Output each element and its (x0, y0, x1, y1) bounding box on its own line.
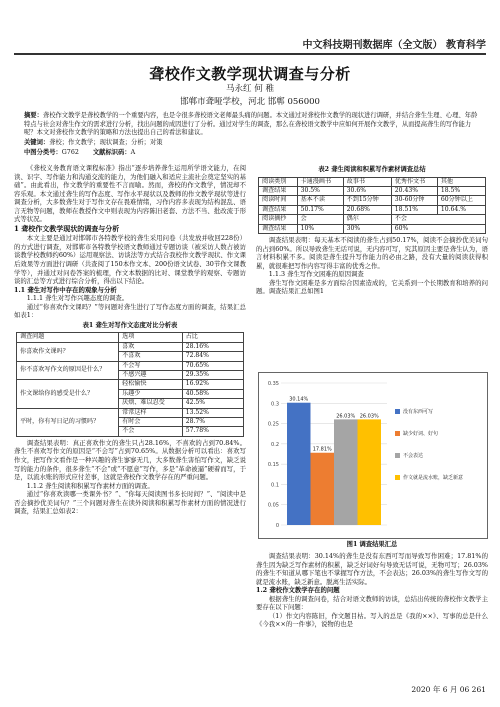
abstract-label: 摘要： (24, 112, 43, 119)
clc-label: 中图分类号： (24, 149, 62, 156)
y-tick-label: 0.05 (267, 502, 279, 509)
table-cell: 你不喜欢写作文的原因是什么？ (17, 361, 119, 380)
table-header-cell: 其他 (437, 177, 485, 186)
legend-label: 缺少好词、好句 (403, 431, 439, 437)
table-header-cell: 选项 (119, 333, 183, 342)
legend-swatch (395, 453, 400, 458)
table-cell: 72.84% (182, 352, 243, 361)
table-cell: 60分钟以上 (437, 196, 485, 205)
table-cell: 30% (343, 224, 391, 233)
figure1-chart (258, 372, 488, 539)
abstract-text: 聋校作文教学是聋校教学的一个重要内容，也是令很多聋校语文老师最头痛的问题。本文通过对聋校作文教学的现状进行调研，并结合聋生生理、心理、年龄特点与社会对聋生作文的需求进行分析，找出问题的成因进行了分析。通过对学生的调查，那么在聋校语文教学中应如何开展作文教学，从而提高聋生的写作能力呢？本文对聋校作文教学的策略和方法也提出自己的看法和建议。 (24, 112, 478, 137)
bar-data-label: 17.81% (312, 446, 332, 453)
table-cell: 调查结果 (259, 224, 298, 233)
table-cell: 不感兴趣 (119, 371, 183, 380)
table-cell: 厌烦、难以忍受 (119, 399, 183, 408)
table-row (259, 186, 486, 195)
table-cell: 喜欢 (119, 342, 183, 351)
table-cell: 乐趣少 (119, 389, 183, 398)
bar-data-label: 26.03% (359, 413, 379, 420)
keywords (24, 139, 480, 148)
table-cell: 平时，你有写日记的习惯吗？ (17, 408, 119, 436)
table-cell: 18.51% (391, 205, 437, 214)
table-cell: 作文课给你的感受是什么？ (17, 380, 119, 408)
table-cell: 不会 (119, 427, 183, 436)
table-cell: 60% (391, 224, 485, 233)
table-cell: 基本不读 (297, 196, 343, 205)
paragraph: 通过“你喜欢作文课吗？”等问题对聋生进行了写作态度方面的调查，结果汇总如表1： (14, 302, 246, 320)
legend-label: 不会表达 (403, 453, 424, 459)
y-tick-label: 0.25 (267, 421, 279, 428)
right-column-lower (256, 552, 488, 629)
bar (311, 453, 335, 525)
article-affiliation: 邯郸市聋哑学校，河北 邯郸 056000 (180, 97, 320, 107)
table-header-cell: 占比 (182, 333, 243, 342)
table-cell: 30.6% (343, 186, 391, 195)
table-cell: 42.5% (182, 399, 243, 408)
header-rule (14, 53, 486, 55)
table-cell: 13.52% (182, 408, 243, 417)
table1-caption: 表1 聋生对写作文态度对比分析表 (82, 321, 178, 329)
page-footer: 2020 年 6 月 06 261 (411, 685, 486, 694)
legend-swatch (395, 409, 400, 414)
paragraph: （1）作文内容陈旧，作文题目枯。写入的总是《我的××》、写事的总是什么《今我××的一件事》，说物的也是 (256, 611, 488, 629)
doc-label: 文献标识码： (92, 149, 131, 156)
table-cell: 28.16% (182, 342, 243, 351)
table-row (259, 224, 486, 233)
bar (287, 403, 311, 525)
right-column (256, 164, 488, 296)
table-cell: 调查结果 (259, 205, 298, 214)
table-cell: 有时会 (119, 418, 183, 427)
page-header (0, 0, 500, 54)
table-header-row (17, 333, 244, 342)
table-row (17, 408, 244, 417)
table-cell: 不会 (391, 215, 485, 224)
paragraph: 本文主要是通过对邯郸市各特教学校的聋生采用问卷（共发放并收回228份）的方式进行调查，对邯郸市各特教学校语文教师通过专题访谈（被采访人数占被访谈教学校教师约60%）运用观察法、访谈法等方式结合我校作文教学现状、作文课后效果等方面进行调研（共查阅了150本作文本、200份语文试卷、30节作文课教学等），并通过对问卷答案的梳理，作文本数据的比对、课堂教学的观察、专题访谈的汇总等方式进行综合分析，得出以下结论。 (14, 234, 246, 286)
table-cell: 28.7% (182, 418, 243, 427)
table-header-cell: 阅读类别 (259, 177, 298, 186)
subsubsection-heading: 1.1.3 聋生写作文困难的原因调查 (268, 270, 364, 279)
table-row (259, 215, 486, 224)
y-tick-label: 0 (275, 523, 279, 529)
clc-value: G762 (61, 149, 79, 156)
paragraph: 调查结果表明：真正喜欢作文的聋生只占28.16%，不喜欢的占到70.84%。聋生不喜欢写作文的原因是“不会写”占到70.65%。从数据分析可以看出：喜欢写作文，把写作文看作是一种兴趣的聋生寥寥无几，大多数聋生害怕写作文，缺乏说写的能力的条件，很多聋生“不会”或“不愿意”写作，多是“革命被逼”硬着而写，于是，以流水账的形式应付差事，这就是聋校作文教学存在的严重问题。 (14, 438, 246, 482)
bar-chart (259, 373, 487, 538)
bar (334, 419, 358, 525)
table-cell: 20.43% (391, 186, 437, 195)
paragraph: 聋生写作文困难是多方面综合因素造成的，它关系到一个长期教育和培养的问题。调查结果汇总如图1 (256, 278, 488, 296)
legend-swatch (395, 431, 400, 436)
keywords-text: 聋校；作文教学；现状调查；分析；对策 (49, 139, 163, 146)
table-header-cell: 故事书 (343, 177, 391, 186)
table-cell: 29.35% (182, 371, 243, 380)
table-cell: 阅读时间 (259, 196, 298, 205)
table-row (259, 196, 486, 205)
table-row (259, 205, 486, 214)
table-cell: 调查结果 (259, 186, 298, 195)
table-header-row (259, 177, 486, 186)
table-cell: 不到15分钟 (343, 196, 391, 205)
table-cell: 轻松愉快 (119, 380, 183, 389)
y-tick-label: 0.35 (267, 381, 279, 387)
bar (358, 419, 382, 525)
table-cell: 30-60分钟 (391, 196, 437, 205)
table-row (17, 342, 244, 351)
table-row (17, 380, 244, 389)
table-cell: 40.58% (182, 389, 243, 398)
legend-label: 没有东西可写 (403, 409, 434, 415)
table-cell: 你喜欢作文课吗？ (17, 342, 119, 361)
subsection-heading: 1.1 聋生对写作中存在的观象与分析 (14, 285, 117, 294)
table-cell: 70.65% (182, 361, 243, 370)
paragraph: 调查结果表明：每天基本不阅读的聋生占到50.17%，阅读不会摘抄优美词句的占到60%。所以导致聋生无话可说，无内容可写，究其原因主要是聋生认为，语言材料积累不多。阅读是聋生提升写作能力的必由之路，没有大量的阅读获得积累，就很难把写作内容写得丰富的优秀之作。 (256, 235, 488, 270)
doc-value: A (130, 149, 136, 156)
table-header-cell: 卡通漫画书 (297, 177, 343, 186)
table-cell: 30.5% (297, 186, 343, 195)
table-header-cell: 调查问题 (17, 333, 119, 342)
table-header-cell: 优秀作文书 (391, 177, 437, 186)
legend-swatch (395, 475, 400, 480)
article-authors: 马永红 何 稚 (226, 84, 274, 94)
table-cell: 不会写 (119, 361, 183, 370)
paragraph: 调查结果表明：30.14%的聋生是没有东西可写而导致写作困难；17.81%的聋生因为缺乏写作素材的积累，缺乏好词好句导致无话可说，无物可写；26.03%的聋生不知道从哪下笔也不掌握写作方法，不会表达；26.03%的聋生写作文写的就是流水账，缺乏新意。脱离生活实际。 (256, 552, 488, 586)
bar-data-label: 26.03% (336, 413, 356, 420)
table-cell: 10.64.% (437, 205, 485, 214)
figure1-caption: 图1 调查结果汇总 (346, 541, 398, 548)
y-tick-label: 0.1 (271, 482, 279, 489)
subsubsection-heading: 1.1.1 聋生对写作兴趣态度的调查。 (26, 294, 129, 303)
y-tick-label: 0.2 (271, 441, 279, 448)
paragraph: 通过“你喜欢读哪一类课外书？”、“你每天阅读图书多长时间？”、“阅读中是否会摘抄优美词句？”三个问题对聋生在读外阅读和积累写作素材方面的情况进行调查，结果汇总如表2： (14, 490, 246, 516)
section-heading: 1 聋校作文教学现状的调查与分析 (14, 223, 120, 233)
keywords-label: 关键词： (24, 139, 50, 146)
y-tick-label: 0.3 (271, 401, 279, 408)
table1 (16, 332, 244, 436)
table-cell: 不喜欢 (119, 352, 183, 361)
table-cell: 阅读摘抄 (259, 215, 298, 224)
table2-caption: 表2 聋生阅读和积累写作素材调查总结 (318, 166, 426, 173)
subsubsection-heading: 1.1.2 聋生阅读和积累写作素材方面的调查。 (26, 481, 154, 490)
legend-label: 作文就是流水账，缺乏新意 (403, 475, 464, 481)
left-column (14, 164, 246, 516)
table-cell: 16.92% (182, 380, 243, 389)
table-row (17, 361, 244, 370)
paragraph: 《聋校义务教育语文课程标准》指出“逐步培养聋生运用所学语文能力，在阅读、识字、写作能力和沟通交流的能力，为他们融入和适应主流社会奠定坚实的基础”。由此看出，作文教学的重要性不言而喻。然而，聋校的作文教学，情况却不容乐观。本文通过聋生的写作态度、写作水平现状以及教师的作文教学现状等进行调查分析，大多数聋生对于写作文存在畏难情绪，习作内容多表现为结构混乱、语言无物等问题，教师在教授作文中则表现为内容陈旧老套、方法不当、批改流于形式等状况。 (14, 164, 246, 224)
subsection-heading: 1.2 聋校作文教学存在的问题 (256, 586, 340, 595)
journal-name: 中文科技期刊数据库（全文版） 教育科学 (302, 40, 486, 51)
bar-data-label: 30.14% (289, 396, 309, 403)
classification (24, 149, 480, 158)
table-cell: 10% (297, 224, 343, 233)
paragraph: 根据聋生的调查问卷，结合对语文教师的访谈，总结出传统的聋校作文教学主要存在以下问题： (256, 594, 488, 612)
table-cell: 20.68% (343, 205, 391, 214)
abstract (24, 112, 480, 138)
table-cell: 会 (297, 215, 343, 224)
table-cell: 50.17% (297, 205, 343, 214)
table-cell: 常常这样 (119, 408, 183, 417)
y-tick-label: 0.15 (267, 462, 279, 469)
table-cell: 偶尔 (343, 215, 391, 224)
article-title: 聋校作文教学现状调查与分析 (149, 65, 351, 83)
table-cell: 57.78% (182, 427, 243, 436)
table2 (258, 177, 486, 234)
table-cell: 18.5% (437, 186, 485, 195)
